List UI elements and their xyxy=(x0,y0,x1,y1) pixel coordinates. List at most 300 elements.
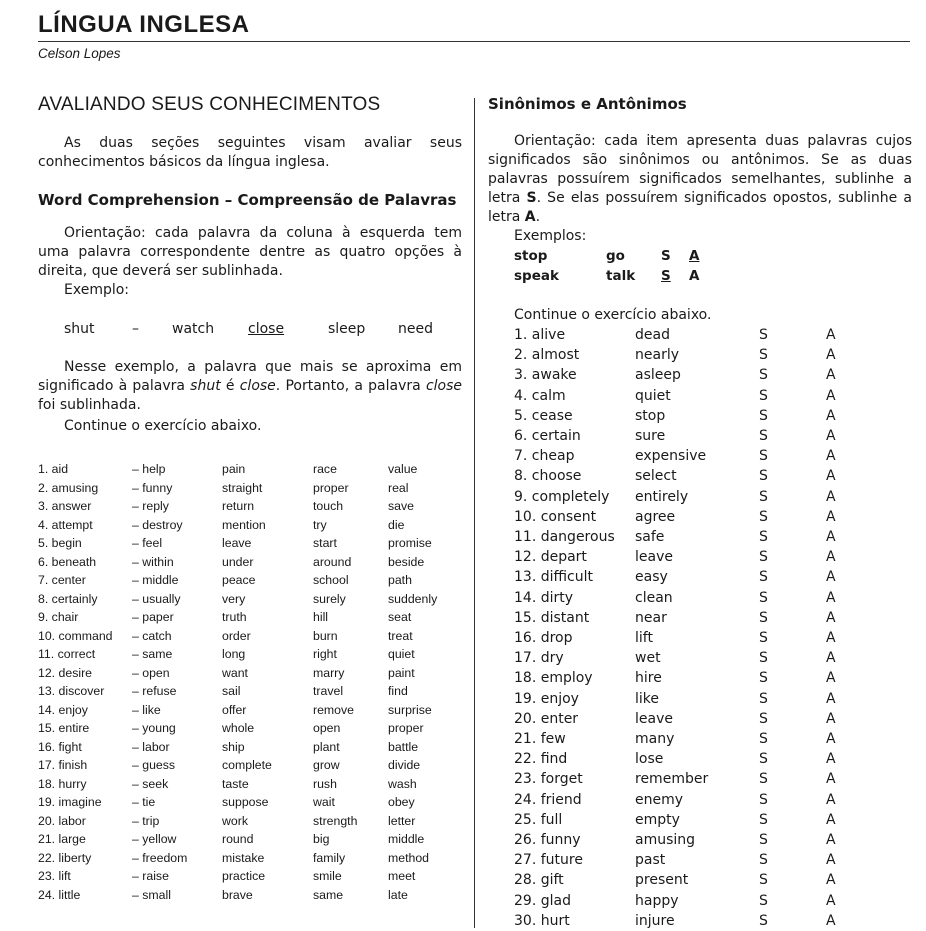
option-a: A xyxy=(826,488,836,505)
option-1: – small xyxy=(132,887,171,902)
option-4: beside xyxy=(388,554,425,569)
item-word: 16. drop xyxy=(514,630,573,647)
option-a: A xyxy=(826,832,836,849)
item-word: 5. cease xyxy=(514,407,573,424)
pair-word: sure xyxy=(635,428,666,445)
option-2: leave xyxy=(222,536,252,550)
pair-word: leave xyxy=(635,549,673,566)
option-s: S xyxy=(759,771,768,788)
option-a: A xyxy=(826,811,836,828)
option-1: – open xyxy=(132,665,170,680)
word-row xyxy=(38,590,448,609)
option-a: A xyxy=(826,609,836,626)
examples-table xyxy=(514,246,719,286)
option-s: S xyxy=(759,892,768,909)
word-row xyxy=(38,849,448,868)
option-s: S xyxy=(759,508,768,525)
item-word: 22. liberty xyxy=(38,850,92,865)
item-word: 13. discover xyxy=(38,684,105,698)
option-a: A xyxy=(826,549,836,566)
pair-row xyxy=(514,769,846,789)
option-2: round xyxy=(222,832,254,846)
instruction-paragraph: Orientação: cada item apresenta duas palavras cujos significados são sinônimos ou antônimos. Se as duas palavras possuírem significados semelhantes, sublinhe a letra S. Se elas possuírem significados opostos, sublinhe a letra A. xyxy=(488,133,912,225)
example-row xyxy=(64,319,462,339)
option-a: A xyxy=(826,630,836,647)
pair-row xyxy=(514,689,846,709)
word-row xyxy=(38,775,448,794)
option-2: offer xyxy=(222,702,247,717)
item-word: 12. desire xyxy=(38,665,93,680)
word-row xyxy=(38,608,448,627)
example-row xyxy=(514,246,719,266)
option-s: S xyxy=(759,650,768,667)
pair-row xyxy=(514,608,846,628)
example-option: sleep xyxy=(328,321,366,337)
pair-row xyxy=(514,668,846,688)
pair-word: dead xyxy=(635,327,670,343)
item-word: 20. enter xyxy=(514,710,579,727)
option-a: A xyxy=(826,771,836,788)
pair-word: stop xyxy=(635,407,666,424)
column-divider xyxy=(474,98,475,928)
option-3: open xyxy=(313,721,341,735)
option-3: touch xyxy=(313,499,344,513)
pair-row xyxy=(514,648,846,668)
item-word: 23. forget xyxy=(514,771,583,788)
pair-word: safe xyxy=(635,529,665,546)
option-a: A xyxy=(826,387,836,404)
word-row xyxy=(38,886,448,905)
item-word: 24. friend xyxy=(514,791,582,808)
pair-row xyxy=(514,628,846,648)
item-word: 26. funny xyxy=(514,832,581,849)
item-word: 27. future xyxy=(514,852,583,869)
option-4: method xyxy=(388,850,430,865)
option-1: – labor xyxy=(132,739,170,754)
example-word1: stop xyxy=(514,248,548,264)
pair-row xyxy=(514,547,846,567)
option-2: return xyxy=(222,499,255,513)
synonyms-antonyms-table xyxy=(514,325,846,931)
item-word: 15. entire xyxy=(38,721,90,735)
option-a: A xyxy=(826,468,836,485)
option-4: value xyxy=(388,462,418,476)
pair-row xyxy=(514,870,846,890)
option-4: treat xyxy=(388,628,413,643)
option-4: suddenly xyxy=(388,591,438,606)
pair-word: past xyxy=(635,852,666,869)
word-row xyxy=(38,682,448,701)
option-1: – middle xyxy=(132,573,179,587)
option-a: A xyxy=(826,589,836,606)
pair-row xyxy=(514,487,846,507)
word-row xyxy=(38,830,448,849)
option-s: S xyxy=(759,872,768,889)
option-a: A xyxy=(826,569,836,586)
example-option-underlined: close xyxy=(248,321,285,337)
option-s: S xyxy=(759,428,768,445)
word-row xyxy=(38,812,448,831)
continue-text: Continue o exercício abaixo. xyxy=(514,307,712,323)
pair-row xyxy=(514,527,846,547)
example-word2: go xyxy=(606,248,625,264)
option-a: A xyxy=(826,529,836,546)
option-2: work xyxy=(222,813,248,828)
option-3: rush xyxy=(313,776,337,791)
option-2: practice xyxy=(222,869,266,883)
option-1: – reply xyxy=(132,499,169,513)
item-word: 1. aid xyxy=(38,462,69,476)
item-word: 23. lift xyxy=(38,869,71,883)
explanation-paragraph: Nesse exemplo, a palavra que mais se aproxima em significado à palavra shut é close. Portanto, a palavra close foi sublinhada. xyxy=(38,359,462,413)
option-s: S xyxy=(759,731,768,748)
option-3: try xyxy=(313,517,327,532)
option-4: surprise xyxy=(388,702,432,717)
item-word: 9. completely xyxy=(514,488,610,505)
option-3: wait xyxy=(313,795,335,809)
option-3: school xyxy=(313,573,349,587)
item-word: 21. large xyxy=(38,832,86,846)
option-s: S xyxy=(759,791,768,808)
option-s: S xyxy=(759,852,768,869)
option-4: divide xyxy=(388,758,421,772)
option-a: A xyxy=(826,872,836,889)
option-4: middle xyxy=(388,832,425,846)
option-a: A xyxy=(826,327,836,343)
option-1: – feel xyxy=(132,536,163,550)
author-name: Celson Lopes xyxy=(38,46,121,61)
item-word: 10. command xyxy=(38,628,113,643)
item-word: 6. certain xyxy=(514,428,581,445)
option-s: S xyxy=(759,569,768,586)
option-2: want xyxy=(222,665,248,680)
pair-row xyxy=(514,386,846,406)
example-a-underlined: A xyxy=(689,248,700,264)
pair-row xyxy=(514,365,846,385)
pair-word: remember xyxy=(635,771,709,788)
pair-word: expensive xyxy=(635,448,707,465)
pair-word: select xyxy=(635,468,677,485)
word-row xyxy=(38,867,448,886)
left-column xyxy=(38,92,462,904)
word-row xyxy=(38,534,448,553)
pair-word: enemy xyxy=(635,791,684,808)
option-3: same xyxy=(313,887,344,902)
option-3: grow xyxy=(313,758,340,772)
option-2: suppose xyxy=(222,795,269,809)
option-3: hill xyxy=(313,610,329,624)
option-s: S xyxy=(759,710,768,727)
pair-row xyxy=(514,446,846,466)
pair-row xyxy=(514,709,846,729)
pair-row xyxy=(514,406,846,426)
option-s: S xyxy=(759,488,768,505)
item-word: 18. employ xyxy=(514,670,593,687)
option-1: – refuse xyxy=(132,684,177,698)
option-3: proper xyxy=(313,480,349,495)
option-1: – raise xyxy=(132,869,169,883)
example-word: shut xyxy=(64,321,95,337)
option-a: A xyxy=(826,690,836,707)
pair-word: lift xyxy=(635,630,653,647)
word-row xyxy=(38,719,448,738)
word-row xyxy=(38,516,448,535)
option-a: A xyxy=(826,892,836,909)
continue-text: Continue o exercício abaixo. xyxy=(64,418,262,434)
item-word: 3. answer xyxy=(38,499,92,513)
option-4: promise xyxy=(388,536,432,550)
option-4: battle xyxy=(388,739,419,754)
pair-row xyxy=(514,911,846,931)
option-s: S xyxy=(759,468,768,485)
option-a: A xyxy=(826,791,836,808)
option-1: – yellow xyxy=(132,832,177,846)
pair-word: many xyxy=(635,731,675,748)
option-a: A xyxy=(826,428,836,445)
pair-word: amusing xyxy=(635,832,696,849)
item-word: 14. enjoy xyxy=(38,702,88,717)
pair-word: near xyxy=(635,609,667,626)
item-word: 1. alive xyxy=(514,327,566,343)
item-word: 4. attempt xyxy=(38,517,93,532)
intro-paragraph: As duas seções seguintes visam avaliar seus conhecimentos básicos da língua inglesa. xyxy=(38,135,462,170)
example-a: A xyxy=(689,268,700,284)
option-1: – destroy xyxy=(132,517,183,532)
pair-row xyxy=(514,830,846,850)
option-2: pain xyxy=(222,462,246,476)
option-3: marry xyxy=(313,665,345,680)
option-3: remove xyxy=(313,702,355,717)
pair-word: entirely xyxy=(635,488,689,505)
option-2: mention xyxy=(222,517,266,532)
option-s: S xyxy=(759,347,768,364)
word-row xyxy=(38,479,448,498)
option-2: under xyxy=(222,554,254,569)
pair-word: leave xyxy=(635,710,673,727)
option-2: mistake xyxy=(222,850,265,865)
option-s: S xyxy=(759,549,768,566)
option-3: travel xyxy=(313,684,344,698)
pair-row xyxy=(514,567,846,587)
pair-row xyxy=(514,891,846,911)
option-3: big xyxy=(313,832,330,846)
option-4: late xyxy=(388,887,408,902)
option-4: die xyxy=(388,517,405,532)
pair-word: hire xyxy=(635,670,662,687)
option-2: sail xyxy=(222,684,241,698)
pair-row xyxy=(514,426,846,446)
option-3: right xyxy=(313,647,337,661)
option-4: wash xyxy=(388,776,417,791)
word-row xyxy=(38,645,448,664)
item-word: 29. glad xyxy=(514,892,571,909)
section-title: Sinônimos e Antônimos xyxy=(488,95,687,113)
pair-row xyxy=(514,729,846,749)
option-s: S xyxy=(759,589,768,606)
option-a: A xyxy=(826,751,836,768)
item-word: 2. almost xyxy=(514,347,580,364)
pair-word: clean xyxy=(635,589,673,606)
word-row xyxy=(38,701,448,720)
option-1: – trip xyxy=(132,813,160,828)
option-2: truth xyxy=(222,610,247,624)
item-word: 7. center xyxy=(38,573,86,587)
option-1: – paper xyxy=(132,610,174,624)
option-3: start xyxy=(313,536,337,550)
pair-word: present xyxy=(635,872,689,889)
item-word: 24. little xyxy=(38,887,81,902)
option-1: – catch xyxy=(132,628,172,643)
word-row xyxy=(38,571,448,590)
pair-row xyxy=(514,325,846,345)
header-rule xyxy=(38,41,910,42)
option-4: proper xyxy=(388,721,424,735)
option-a: A xyxy=(826,670,836,687)
option-1: – help xyxy=(132,462,166,476)
example-option: watch xyxy=(172,321,215,337)
option-2: long xyxy=(222,647,246,661)
option-s: S xyxy=(759,529,768,546)
option-4: seat xyxy=(388,610,412,624)
item-word: 10. consent xyxy=(514,508,597,525)
item-word: 2. amusing xyxy=(38,480,99,495)
item-word: 8. certainly xyxy=(38,591,98,606)
option-a: A xyxy=(826,508,836,525)
example-word1: speak xyxy=(514,268,559,284)
option-s: S xyxy=(759,751,768,768)
option-2: straight xyxy=(222,480,263,495)
option-s: S xyxy=(759,912,768,929)
option-4: quiet xyxy=(388,647,415,661)
item-word: 14. dirty xyxy=(514,589,574,606)
option-a: A xyxy=(826,347,836,364)
option-1: – guess xyxy=(132,758,176,772)
option-s: S xyxy=(759,670,768,687)
option-s: S xyxy=(759,609,768,626)
pair-word: like xyxy=(635,690,660,707)
option-4: obey xyxy=(388,795,415,809)
option-4: find xyxy=(388,684,408,698)
item-word: 21. few xyxy=(514,731,566,748)
pair-word: nearly xyxy=(635,347,679,364)
option-2: complete xyxy=(222,758,272,772)
option-1: – young xyxy=(132,721,176,735)
pair-word: agree xyxy=(635,508,676,525)
option-3: surely xyxy=(313,591,346,606)
item-word: 13. difficult xyxy=(514,569,593,586)
item-word: 9. chair xyxy=(38,610,79,624)
item-word: 8. choose xyxy=(514,468,582,485)
option-3: smile xyxy=(313,869,342,883)
pair-word: empty xyxy=(635,811,680,828)
option-1: – tie xyxy=(132,795,156,809)
pair-row xyxy=(514,588,846,608)
pair-row xyxy=(514,507,846,527)
option-1: – within xyxy=(132,554,174,569)
option-3: strength xyxy=(313,813,358,828)
pair-row xyxy=(514,810,846,830)
item-word: 12. depart xyxy=(514,549,587,566)
item-word: 11. correct xyxy=(38,647,96,661)
example-s: S xyxy=(661,248,671,264)
item-word: 28. gift xyxy=(514,872,564,889)
section-title: AVALIANDO SEUS CONHECIMENTOS xyxy=(38,94,381,115)
pair-word: quiet xyxy=(635,387,671,404)
option-2: very xyxy=(222,591,246,606)
item-word: 17. finish xyxy=(38,758,88,772)
option-a: A xyxy=(826,650,836,667)
option-2: order xyxy=(222,628,251,643)
option-2: brave xyxy=(222,887,253,902)
example-row xyxy=(514,266,719,286)
option-s: S xyxy=(759,690,768,707)
word-comprehension-table xyxy=(38,460,448,904)
option-1: – freedom xyxy=(132,850,188,865)
option-s: S xyxy=(759,832,768,849)
item-word: 22. find xyxy=(514,751,568,768)
instruction-paragraph: Orientação: cada palavra da coluna à esquerda tem uma palavra correspondente dentre as quatro opções à direita, que deverá ser sublinhada. xyxy=(38,225,462,279)
example-dash: – xyxy=(132,321,139,337)
option-s: S xyxy=(759,630,768,647)
word-row xyxy=(38,627,448,646)
pair-row xyxy=(514,850,846,870)
word-row xyxy=(38,664,448,683)
item-word: 5. begin xyxy=(38,536,82,550)
word-row xyxy=(38,738,448,757)
item-word: 17. dry xyxy=(514,650,564,667)
option-a: A xyxy=(826,367,836,384)
item-word: 25. full xyxy=(514,811,563,828)
word-row xyxy=(38,793,448,812)
pair-word: happy xyxy=(635,892,679,909)
option-3: burn xyxy=(313,628,338,643)
word-row xyxy=(38,756,448,775)
pair-row xyxy=(514,345,846,365)
item-word: 7. cheap xyxy=(514,448,575,465)
option-a: A xyxy=(826,448,836,465)
example-s-underlined: S xyxy=(661,268,671,284)
word-row xyxy=(38,460,448,479)
option-1: – funny xyxy=(132,480,173,495)
item-word: 19. enjoy xyxy=(514,690,579,707)
item-word: 11. dangerous xyxy=(514,529,615,546)
example-option: need xyxy=(398,321,433,337)
examples-label: Exemplos: xyxy=(514,228,587,244)
item-word: 6. beneath xyxy=(38,554,97,569)
option-1: – same xyxy=(132,647,173,661)
option-4: real xyxy=(388,480,409,495)
right-column xyxy=(488,92,912,931)
option-s: S xyxy=(759,407,768,424)
option-s: S xyxy=(759,448,768,465)
option-4: meet xyxy=(388,869,416,883)
option-3: around xyxy=(313,554,352,569)
option-a: A xyxy=(826,407,836,424)
option-s: S xyxy=(759,367,768,384)
option-3: plant xyxy=(313,739,340,754)
pair-word: wet xyxy=(635,650,661,667)
option-s: S xyxy=(759,327,768,343)
item-word: 18. hurry xyxy=(38,776,87,791)
option-4: path xyxy=(388,573,412,587)
pair-row xyxy=(514,466,846,486)
option-a: A xyxy=(826,731,836,748)
item-word: 4. calm xyxy=(514,387,566,404)
item-word: 16. fight xyxy=(38,739,82,754)
option-a: A xyxy=(826,710,836,727)
option-3: family xyxy=(313,850,346,865)
option-a: A xyxy=(826,852,836,869)
